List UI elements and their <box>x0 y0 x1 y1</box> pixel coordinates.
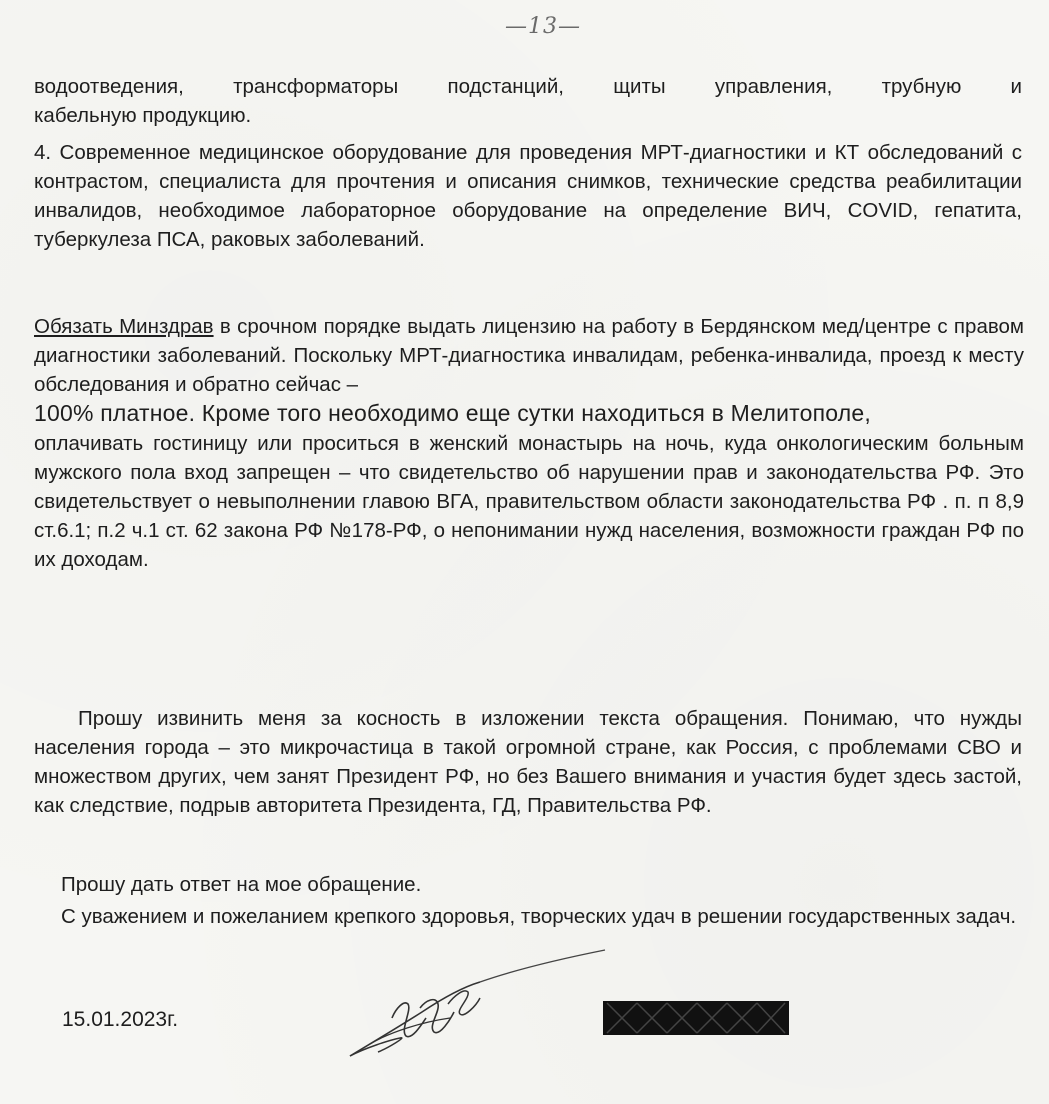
emphasized-line: 100% платное. Кроме того необходимо еще сутки находиться в Мелитополе, <box>34 400 871 426</box>
paragraph-request-answer: Прошу дать ответ на мое обращение. <box>61 873 422 896</box>
paragraph-apology: Прошу извинить меня за косность в изложении текста обращения. Понимаю, что нужды населения города – это микрочастица в такой огромной стране, как Россия, с проблемами СВО и множеством других, чем занят Президент РФ, но без Вашего внимания и участия будет здесь застой, как следствие, подрыв авторитета Президента, ГД, Правительства РФ. <box>34 707 1022 817</box>
paragraph-continuation-line2: кабельную продукцию. <box>34 104 252 127</box>
paragraph-continuation-line1: водоотведения, трансформаторы подстанций, щиты управления, трубную и <box>34 75 1022 98</box>
paragraph-closing: С уважением и пожеланием крепкого здоровья, творческих удач в решении государственных задач. <box>61 905 1017 928</box>
document-date: 15.01.2023г. <box>62 1008 179 1031</box>
redacted-name <box>603 1001 789 1035</box>
paragraph-ministry-demand-text: в срочном порядке выдать лицензию на работу в Бердянском мед/центре с правом диагностики заболеваний. Поскольку МРТ-диагностика инвалидам, ребенка-инвалида, проезд к месту обследования и обратно сейчас – <box>34 315 1024 396</box>
signature <box>330 948 620 1073</box>
paragraph-ministry-demand-tail: оплачивать гостиницу или проситься в женский монастырь на ночь, куда онкологическим больным мужского пола вход запрещен – что свидетельство об нарушении прав и законодательства РФ. Это свидетельствует о невыполнении главою ВГА, правительством области законодательства РФ . п. п 8,9 ст.6.1; п.2 ч.1 ст. 62 закона РФ №178-РФ, о непонимании нужд населения, возможности граждан РФ по их доходам. <box>34 432 1024 571</box>
paragraph-ministry-demand <box>34 312 1024 574</box>
paragraph-medical-equipment: 4. Современное медицинское оборудование для проведения МРТ-диагностики и КТ обследований с контрастом, специалиста для прочтения и описания снимков, технические средства реабилитации инвалидов, необходимое лабораторное оборудование на определение ВИЧ, COVID, гепатита, туберкулеза ПСА, раковых заболеваний. <box>34 141 1022 251</box>
page-number: —13— <box>505 14 581 39</box>
underlined-phrase: Обязать Минздрав <box>34 315 214 338</box>
